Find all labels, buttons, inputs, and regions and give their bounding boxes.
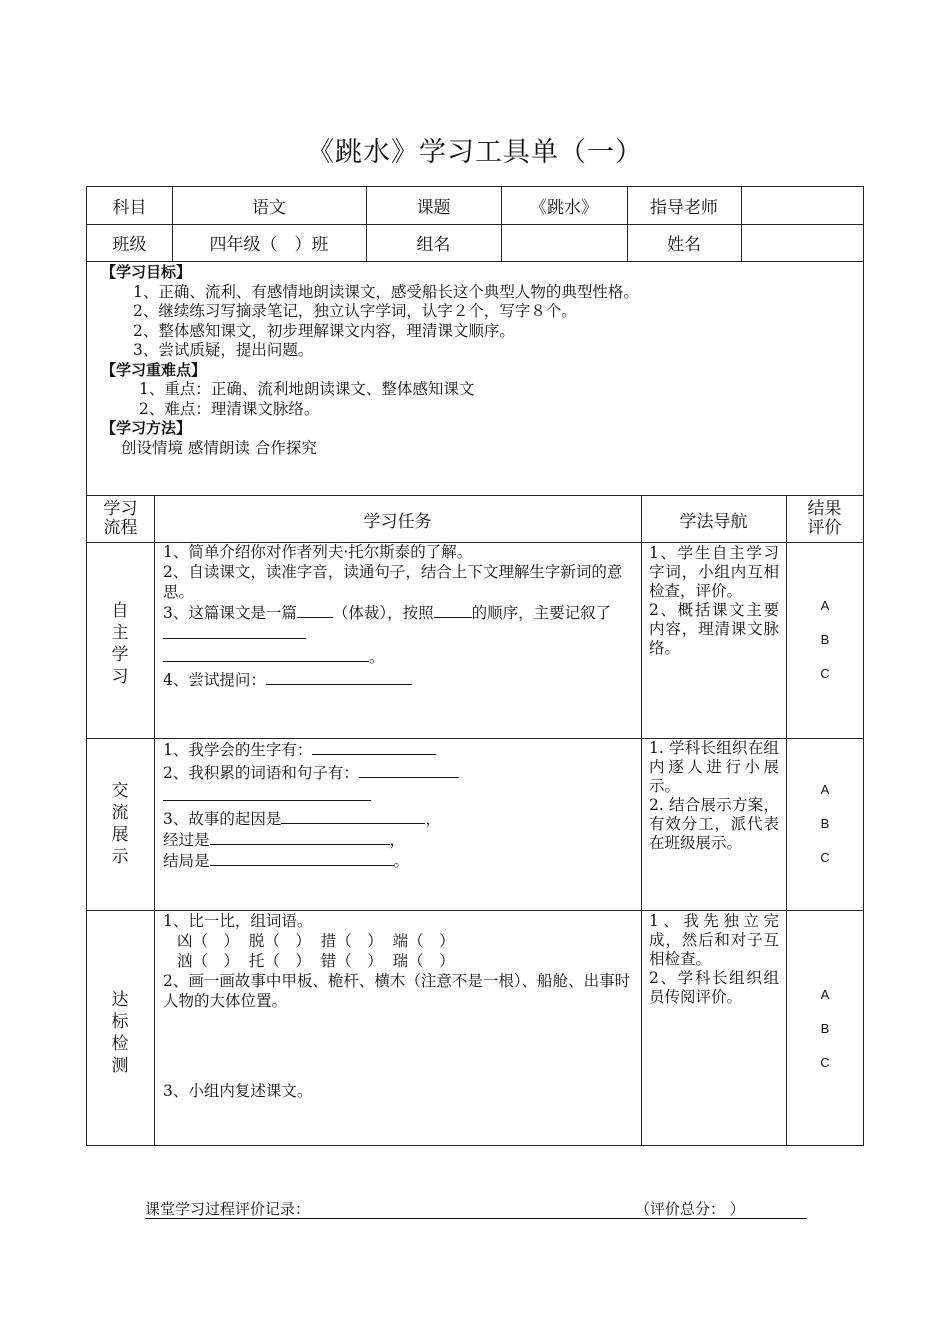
key-item: 1、重点：正确、流利地朗读课文、整体感知课文 [139, 380, 475, 398]
section-exchange: 交 流 展 示 [111, 781, 129, 867]
task-item: 1、比一比，组词语。 [163, 912, 313, 930]
exchange-guide: 1. 学科长组织在组内逐人进行小展示。 2. 结合展示方案，有效分工，派代表在班级展示。 [649, 739, 779, 852]
words-blank-1[interactable] [359, 762, 459, 778]
self-study-eval[interactable]: A B C [820, 598, 830, 681]
goal-item: 3、尝试质疑，提出问题。 [133, 341, 314, 359]
content-blank-1[interactable] [163, 623, 306, 639]
task-item: 1、简单介绍你对作者列夫·托尔斯泰的了解。 [163, 543, 473, 561]
task-item: 。 [163, 646, 639, 667]
teacher-field[interactable] [741, 187, 863, 224]
teacher-label: 指导老师 [650, 198, 718, 218]
name-label: 姓名 [667, 235, 701, 255]
key-item: 2、难点：理清课文脉络。 [139, 399, 320, 418]
words-blank-2[interactable] [163, 785, 371, 801]
eval-header: 结果 评价 [807, 499, 842, 538]
task-item: 经过是 ， [163, 831, 406, 849]
exchange-eval[interactable]: A B C [820, 782, 830, 865]
question-blank[interactable] [266, 669, 412, 685]
self-study-guide: 1、学生自主学习字词，小组内互相检查，评价。 2、概括课文主要内容，理清课文脉络。 [649, 544, 779, 657]
cause-blank[interactable] [281, 808, 425, 824]
test-guide: 1、我先独立完成，然后和对子互相检查。 2、学科长组织组员传阅评价。 [649, 912, 779, 1006]
subject-label: 科目 [112, 198, 147, 218]
goal-item: 2、整体感知课文，初步理解课文内容，理清课文顺序。 [133, 321, 515, 340]
task-item: 3、这篇课文是一篇 （体裁），按照 的顺序，主要记叙了 [163, 602, 639, 644]
test-tasks [163, 911, 639, 1101]
class-label: 班级 [112, 235, 147, 255]
test-eval[interactable]: A B C [820, 987, 830, 1070]
method-text: 创设情境 感情朗读 合作探究 [121, 438, 317, 457]
process-table [86, 495, 864, 1146]
word-row: 凶（ ） 脱（ ） 措（ ） 端（ ） [177, 932, 455, 950]
task-item: 4、尝试提问： [163, 669, 639, 690]
ending-blank[interactable] [210, 850, 394, 866]
lesson-label: 课题 [416, 198, 451, 218]
goal-heading: 【学习目标】 [101, 263, 192, 281]
class-value: 四年级（ ）班 [209, 235, 329, 255]
goal-item: 2、继续练习写摘录笔记，独立认字学词，认字２个，写字８个。 [133, 302, 577, 320]
goals-box [86, 261, 864, 496]
group-field[interactable] [501, 224, 627, 261]
section-self-study: 自 主 学 习 [111, 601, 129, 687]
subject-value: 语文 [252, 198, 286, 218]
task-item: 1、我学会的生字有： [163, 739, 639, 760]
section-test: 达 标 检 测 [111, 990, 129, 1076]
group-label: 组名 [416, 235, 451, 255]
info-table [86, 186, 864, 262]
lesson-value: 《跳水》 [530, 198, 598, 218]
key-heading: 【学习重难点】 [101, 360, 207, 379]
goal-item: 1、正确、流利、有感情地朗读课文，感受船长这个典型人物的典型性格。 [133, 282, 639, 301]
task-item: 结局是 。 [163, 852, 410, 870]
evaluation-record [145, 1198, 807, 1219]
word-row: 汹（ ） 托（ ） 错（ ） 瑞（ ） [177, 952, 455, 970]
task-item: 2、自读课文，读准字音，读通句子，结合上下文理解生字新词的意思。 [163, 563, 623, 601]
task-item: 3、故事的起因是 ， [163, 810, 441, 828]
task-header: 学习任务 [363, 511, 432, 532]
task-item: 2、画一画故事中甲板、桅杆、横木（注意不是一根）、船舱、出事时人物的大体位置。 [163, 972, 631, 1010]
guide-header: 学法导航 [679, 511, 748, 532]
task-item: 3、小组内复述课文。 [163, 1082, 313, 1100]
name-field[interactable] [741, 224, 863, 261]
task-item [163, 785, 639, 806]
genre-blank[interactable] [297, 602, 333, 618]
task-item: 2、我积累的词语和句子有： [163, 762, 639, 783]
exchange-tasks [163, 739, 639, 871]
flow-header: 学习 流程 [103, 499, 138, 538]
self-study-tasks [163, 542, 639, 690]
characters-blank[interactable] [312, 739, 436, 755]
process-blank[interactable] [210, 829, 390, 845]
total-score[interactable]: （评价总分： ） [635, 1200, 745, 1218]
order-blank[interactable] [434, 602, 472, 618]
record-label: 课堂学习过程评价记录： [145, 1200, 311, 1218]
method-heading: 【学习方法】 [101, 419, 192, 437]
content-blank-2[interactable] [163, 646, 369, 662]
page-title: 《跳水》学习工具单（一） [307, 137, 643, 168]
